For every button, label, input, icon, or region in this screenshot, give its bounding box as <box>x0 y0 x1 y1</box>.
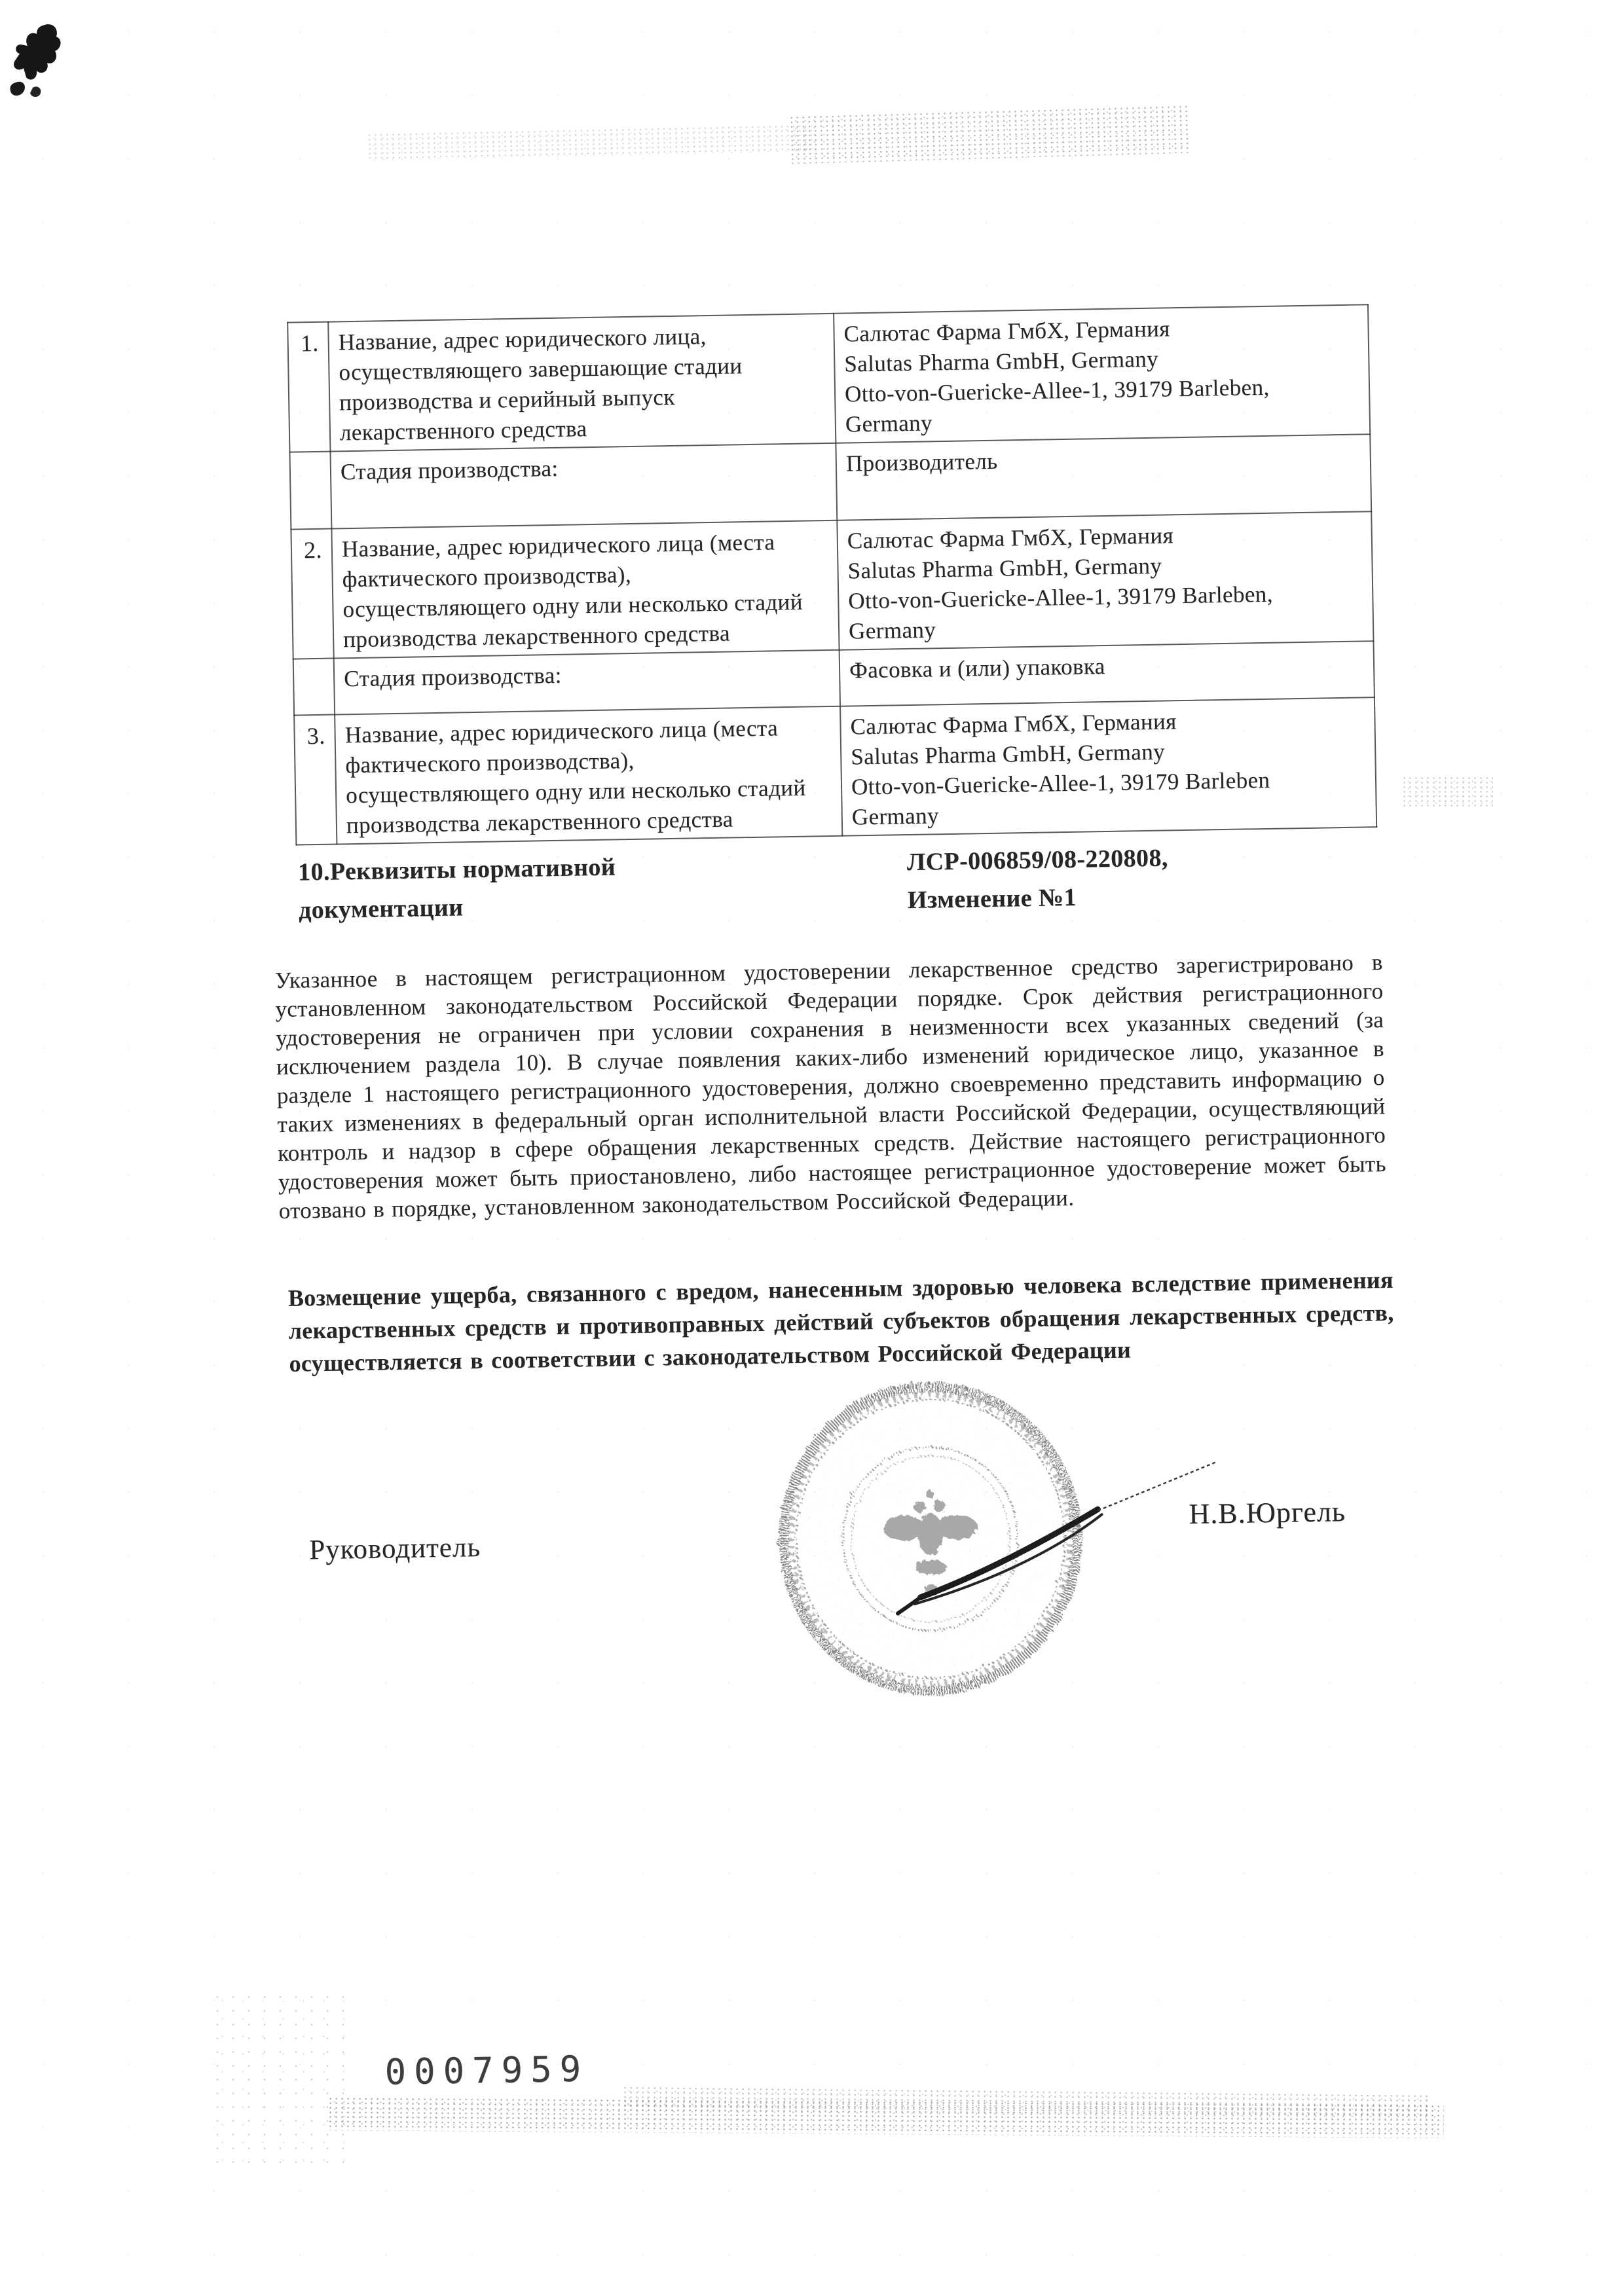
row-value: Салютас Фарма ГмбХ, Германия Salutas Pharma GmbH, Germany Otto-von-Guericke-Allee-1, 39179 Barleben, Germany <box>834 304 1370 443</box>
signature-name: Н.В.Юргель <box>1189 1495 1346 1531</box>
row-value: Производитель <box>836 434 1371 520</box>
form-serial-number: 0007959 <box>384 2048 589 2093</box>
section-10-heading: 10.Реквизиты нормативной документации <box>297 853 616 924</box>
signature-stroke <box>856 1434 1252 1637</box>
row-label: Стадия производства: <box>334 650 840 715</box>
row-index <box>293 659 335 716</box>
row-label: Стадия производства: <box>330 443 837 529</box>
row-value: Салютас Фарма ГмбХ, Германия Salutas Pharma GmbH, Germany Otto-von-Guericke-Allee-1, 39179 Barleben, Germany <box>837 511 1373 650</box>
table-row <box>291 511 1373 659</box>
registration-paragraph: Указанное в настоящем регистрационном удостоверении лекарственное средство зарегистрировано в установленном законодательством Российской Федерации порядке. Срок действия регистрационного удостоверения не ограничен при условии сохранения в неизменности всех указанных сведений (за исключением раздела 10). В случае появления каких-либо изменений юридическое лицо, указанное в разделе 1 настоящего регистрационного удостоверения, должно своевременно представить информацию о таких изменениях в федеральный орган исполнительной власти Российской Федерации, осуществляющий контроль и надзор в сфере обращения лекарственных средств. Действие настоящего регистрационного удостоверения может быть приостановлено, либо настоящее регистрационное удостоверение может быть отозвано в порядке, установленном законодательством Российской Федерации. <box>274 949 1387 1224</box>
row-value: Салютас Фарма ГмбХ, Германия Salutas Pharma GmbH, Germany Otto-von-Guericke-Allee-1, 39179 Barleben Germany <box>840 697 1376 836</box>
row-label: Название, адрес юридического лица, осуществляющего завершающие стадии производства и серийный выпуск лекарственного средства <box>328 314 836 452</box>
row-value: Фасовка и (или) упаковка <box>840 641 1375 706</box>
row-index: 3. <box>294 715 337 845</box>
table-row <box>287 304 1370 452</box>
row-label: Название, адрес юридического лица (места фактического производства), осуществляющего одну или несколько стадий производства лекарственного средства <box>335 706 842 845</box>
row-index <box>289 452 331 530</box>
row-label: Название, адрес юридического лица (места фактического производства), осуществляющего одну или несколько стадий производства лекарственного средства <box>331 520 839 659</box>
liability-paragraph: Возмещение ущерба, связанного с вредом, нанесенным здоровью человека вследствие применения лекарственных средств и противоправных действий субъектов обращения лекарственных средств, осуществляется в соответствии с законодательством Российской Федерации <box>287 1266 1394 1377</box>
manufacturers-table <box>287 304 1377 845</box>
signature-role-label: Руководитель <box>308 1532 481 1566</box>
section-10-value: ЛСР-006859/08-220808, Изменение №1 <box>906 844 1169 915</box>
table-row <box>294 697 1376 845</box>
row-index: 2. <box>291 529 333 659</box>
row-index: 1. <box>287 322 330 452</box>
